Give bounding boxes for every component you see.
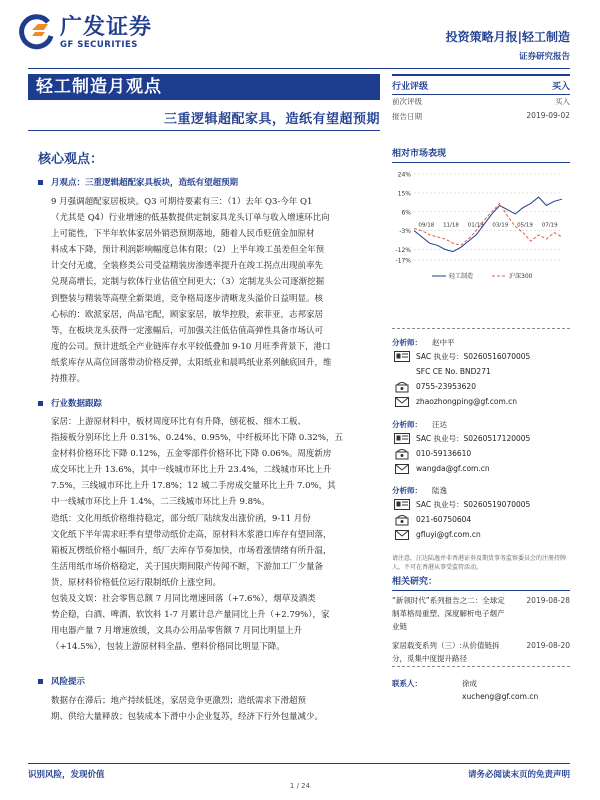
y-tick-label: 6%	[401, 209, 411, 217]
id-card-icon	[392, 433, 412, 444]
analyst-sac: SAC 执业号：S0260519070005	[416, 500, 531, 509]
x-tick-label: 03/19	[492, 222, 509, 229]
text-line: 造纸：文化用纸价格维持稳定，部分纸厂陆续发出涨价函，9-11 月份	[51, 513, 311, 524]
subtitle-divider	[28, 130, 380, 131]
text-line: 9 月强调超配家居板块。Q3 可期待要素有三：（1）去年 Q3-今年 Q1	[51, 197, 313, 207]
related-item-date: 2019-08-28	[526, 596, 570, 605]
analyst-divider	[392, 328, 570, 329]
text-line: 上可能性，下半年软体家居外销恐预期落地，随着人民币贬值金加原材	[51, 229, 315, 240]
text-line: 持推荐。	[51, 374, 86, 385]
text-line: 计交付无虞，全装修类公司受益精装房渗透率提升在竣工拐点出现前率先	[51, 261, 324, 272]
phone-icon	[392, 448, 412, 460]
section-body	[38, 414, 380, 655]
x-tick-label: 07/19	[541, 222, 558, 229]
analyst-phone: 010-59136610	[416, 449, 472, 458]
y-tick-label: -17%	[395, 257, 411, 265]
header-divider	[28, 68, 570, 69]
section-industry-data	[38, 397, 380, 655]
analyst-label: 分析师：	[392, 338, 422, 347]
text-line: 兑现高增长，定制与软体行业估值空间更大；（3）定制龙头公司逐渐挖掘	[51, 277, 325, 288]
prev-rating-value: 买入	[555, 97, 570, 106]
text-line: （尤其是 Q4）行业增速的低基数提供定制家具龙头订单与收入增速环比向	[51, 213, 330, 224]
section-heading: 月观点：三重逻辑超配家具板块，造纸有望超预期	[38, 176, 380, 188]
text-line: 等，在板块龙头获得一定涨幅后，可加强关注低估值高弹性具备市场认可	[51, 325, 324, 336]
related-item-title[interactable]: 家居载变系列（三）:从价值链拆分，觅集中度提升路径	[392, 641, 500, 663]
contact-name: 徐成	[462, 678, 477, 688]
text-line: 成交环比上升 13.6%，其中一线城市环比上升 23.4%，二线城市环比上升	[51, 465, 332, 476]
chart-title: 相对市场表现	[392, 146, 570, 163]
footer-divider	[28, 763, 570, 764]
chart-svg	[392, 168, 570, 286]
brand-logo	[18, 14, 152, 52]
related-item[interactable]	[392, 639, 570, 665]
gf-logo-icon	[18, 14, 56, 52]
analyst-sac: SAC 执业号：S0260517120005	[416, 434, 531, 443]
analyst-name: 赵中平	[432, 338, 455, 347]
title-bar	[28, 74, 380, 100]
rating-value: 买入	[551, 81, 570, 92]
y-tick-label: -3%	[399, 228, 411, 236]
analyst-card-2	[392, 418, 570, 476]
section-body	[38, 693, 380, 725]
text-line: 货，原材料价格低位运行限制纸价上涨空间。	[51, 577, 222, 588]
contact-divider	[392, 666, 570, 667]
series-line-1	[414, 197, 562, 252]
email-icon	[392, 464, 412, 474]
page-title: 轻工制造月观点	[36, 77, 162, 97]
text-line: 7.5%，三线城市环比上升 17.8%；12 城二手房成交量环比上升 7.0%，其	[51, 481, 336, 492]
text-line: 金材料价格环比下降 0.12%，五金零部件价格环比下降 0.06%。周度新房	[51, 449, 332, 460]
report-date-value: 2019-09-02	[526, 111, 570, 120]
x-tick-label: 05/19	[517, 222, 533, 229]
rating-header	[392, 74, 570, 95]
email-icon	[392, 397, 412, 407]
report-date-label: 报告日期	[392, 112, 422, 121]
brand-name-cn: 广发证券	[60, 15, 153, 40]
analyst-label: 分析师：	[392, 420, 422, 429]
text-line: 指接板分别环比上升 0.31%、0.24%、0.95%，中纤板环比下降 0.32%，五	[51, 433, 343, 444]
bullet-icon	[38, 180, 43, 185]
analyst-email[interactable]: wangda@gf.com.cn	[416, 464, 490, 473]
analyst-email[interactable]: gfluyi@gf.com.cn	[416, 530, 481, 539]
text-line: 包装及文娱：社会零售总额 7 月同比增速回落（+7.6%），烟草及酒类	[51, 594, 316, 605]
analyst-email[interactable]: zhaozhongping@gf.com.cn	[416, 397, 518, 406]
footer-slogan: 识别风险，发现价值	[28, 770, 105, 780]
section-heading: 风险提示	[38, 675, 380, 687]
analyst-phone: 021-60750604	[416, 515, 472, 524]
y-tick-label: 15%	[397, 190, 411, 198]
related-item-date: 2019-08-20	[526, 641, 570, 650]
relative-performance-chart	[392, 168, 570, 286]
legend-label: 轻工制造	[449, 273, 474, 280]
id-card-icon	[392, 351, 412, 362]
text-line: 料成本下降，预计利润影响幅度总体有限；（2）上半年竣工虽差但全年预	[51, 245, 325, 256]
rating-label: 行业评级	[392, 81, 429, 92]
analyst-sac: SAC 执业号：S0260516070005	[416, 352, 531, 361]
analyst-card-1	[392, 336, 570, 409]
text-line: 中一线城市环比上升 1.4%，二三线城市环比上升 9.8%。	[51, 497, 270, 508]
analyst-phone: 0755-23953620	[416, 382, 476, 391]
section-body	[38, 194, 380, 387]
phone-icon	[392, 381, 412, 393]
page-number: 1 / 24	[289, 782, 311, 790]
text-line: 势企稳，白酒、啤酒、软饮料 1-7 月累计总产量同比上升（+2.79%），家	[51, 610, 330, 621]
contact-email[interactable]: xucheng@gf.com.cn	[462, 692, 539, 701]
contact-label: 联系人：	[392, 678, 422, 688]
analyst-sfc: SFC CE No. BND271	[416, 367, 491, 376]
related-item-title[interactable]: “新领时代”系列报告之二：全球定制革格局重塑、深度解析电子烟产业链	[392, 596, 505, 631]
disclaimer-note: 请注意，汪达陆逸并非香港证券及期货事务监察委员会的注册持牌人，不可在香港从事受监管活动。	[392, 555, 567, 571]
contact-card	[392, 674, 570, 701]
y-tick-label: 24%	[397, 171, 411, 179]
text-line: 文化纸下半年需求旺季有望带动纸价走高，原材料木浆港口库存有望回落，	[51, 529, 332, 540]
bullet-icon	[38, 401, 43, 406]
core-views-title: 核心观点：	[38, 152, 104, 167]
rating-details	[392, 96, 570, 126]
report-type: 投资策略月报|轻工制造	[445, 30, 570, 44]
text-line: 用电器产量 7 月增速放缓，文具办公用品零售额 7 月同比明显上升	[51, 626, 303, 637]
text-line: 生活用纸市场价格稳定，关于国庆期间限产传闻不断，下游加工厂少量备	[51, 561, 324, 572]
analyst-name: 汪达	[432, 420, 447, 429]
page-subtitle: 三重逻辑超配家具，造纸有望超预期	[163, 112, 380, 127]
text-line: 纸浆库存从高位回落带动价格反弹，太阳纸业和晨鸣纸业系列触底回升，维	[51, 357, 332, 368]
analyst-name: 陆逸	[432, 486, 447, 495]
x-tick-label: 11/18	[443, 222, 459, 229]
series-line-2	[414, 203, 562, 245]
phone-icon	[392, 514, 412, 526]
footer-disclaimer: 请务必阅读末页的免责声明	[467, 770, 570, 780]
section-monthly-view	[38, 176, 380, 387]
x-tick-label: 09/18	[418, 222, 435, 229]
id-card-icon	[392, 499, 412, 510]
section-risk	[38, 675, 380, 725]
analyst-card-3	[392, 484, 570, 542]
report-subtype: 证券研究报告	[518, 52, 570, 62]
text-line: 度的公司。预计进纸全产业链库存水平较低叠加 9-10 月旺季背景下，港口	[51, 341, 331, 352]
section-heading: 行业数据跟踪	[38, 397, 380, 409]
x-tick-label: 01/19	[467, 222, 484, 229]
text-line: （+14.5%），包装上游原材料全晶、塑料价格同比明显下降。	[51, 642, 285, 653]
text-line: 数据存在滞后；地产持续低迷，家居竞争更激烈；造纸需求下滑超预	[51, 696, 307, 706]
prev-rating-label: 前次评级	[392, 97, 422, 106]
text-line: 期、供给大量释放；包装成本下滑中小企业复苏，经济下行外包量减少。	[51, 712, 324, 723]
text-line: 家居：上游原材料中，板材周度环比有有升降，刨花板、细木工板、	[51, 417, 307, 427]
brand-name-en: GF SECURITIES	[60, 40, 138, 50]
email-icon	[392, 530, 412, 540]
text-line: 箱板瓦楞纸价格小幅回升，纸厂去库存节奏加快，市场看涨情绪有所升温，	[51, 545, 332, 556]
related-item[interactable]	[392, 594, 570, 633]
text-line: 到整装与精装等高壁全新渠道，竞争格局逐步清晰龙头溢价日益明显。核	[51, 293, 324, 304]
y-tick-label: -12%	[395, 247, 411, 255]
related-research-title: 相关研究：	[392, 574, 570, 591]
analyst-label: 分析师：	[392, 486, 422, 495]
text-line: 心标的：欧派家居，尚品宅配，顾家家居，敏华控股，索菲亚，志邦家居	[51, 309, 324, 320]
related-research-list	[392, 594, 570, 665]
bullet-icon	[38, 679, 43, 684]
legend-label: 沪深300	[509, 273, 533, 280]
